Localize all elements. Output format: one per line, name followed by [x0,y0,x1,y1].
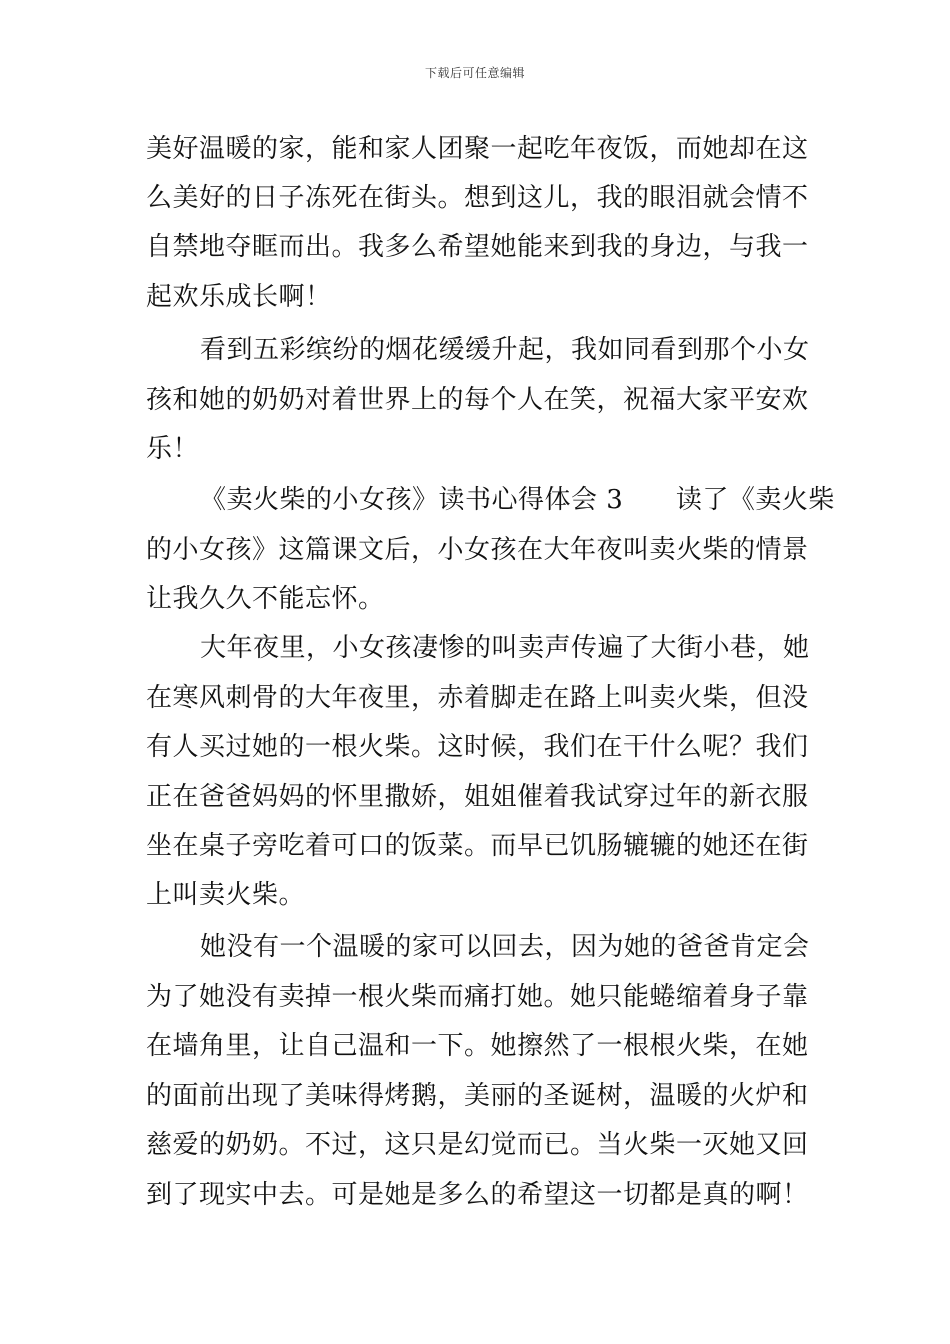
text-line: 让我久久不能忘怀。 [146,584,385,614]
paragraph-first-line: 大年夜里，小女孩凄惨的叫卖声传遍了大街小巷，她 [200,633,810,663]
paragraph-first-line: 看到五彩缤纷的烟花缓缓升起，我如同看到那个小女 [200,335,810,365]
text-line: 在寒风刺骨的大年夜里，赤着脚走在路上叫卖火柴，但没 [146,683,809,713]
text-line: 上叫卖火柴。 [146,880,306,910]
text-line: 美好温暖的家，能和家人团聚一起吃年夜饭，而她却在这 [146,134,809,164]
text-line: 在墙角里，让自己温和一下。她擦然了一根根火柴，在她 [146,1031,809,1061]
text-line: 么美好的日子冻死在街头。想到这儿，我的眼泪就会情不 [146,183,809,213]
text-line: 乐！ [146,434,200,464]
paragraph-first-line: 她没有一个温暖的家可以回去，因为她的爸爸肯定会 [200,932,810,962]
text-line: 的面前出现了美味得烤鹅，美丽的圣诞树，温暖的火炉和 [146,1081,809,1111]
page-header: 下载后可任意编辑 [424,66,525,80]
text-line: 慈爱的奶奶。不过，这只是幻觉而已。当火柴一灭她又回 [146,1130,809,1160]
section-heading-line: 《卖火柴的小女孩》读书心得体会 3 读了《卖火柴 [200,485,835,515]
text-line: 正在爸爸妈妈的怀里撒娇，姐姐催着我试穿过年的新衣服 [146,782,809,812]
text-line: 起欢乐成长啊！ [146,282,332,312]
text-line: 有人买过她的一根火柴。这时候，我们在干什么呢？我们 [146,732,809,762]
text-line: 到了现实中去。可是她是多么的希望这一切都是真的啊！ [146,1180,809,1210]
text-line: 自禁地夺眶而出。我多么希望她能来到我的身边，与我一 [146,232,809,262]
text-line: 孩和她的奶奶对着世界上的每个人在笑，祝福大家平安欢 [146,385,809,415]
text-line: 的小女孩》这篇课文后，小女孩在大年夜叫卖火柴的情景 [146,535,809,565]
text-line: 为了她没有卖掉一根火柴而痛打她。她只能蜷缩着身子靠 [146,982,809,1012]
text-line: 坐在桌子旁吃着可口的饭菜。而早已饥肠辘辘的她还在街 [146,831,809,861]
